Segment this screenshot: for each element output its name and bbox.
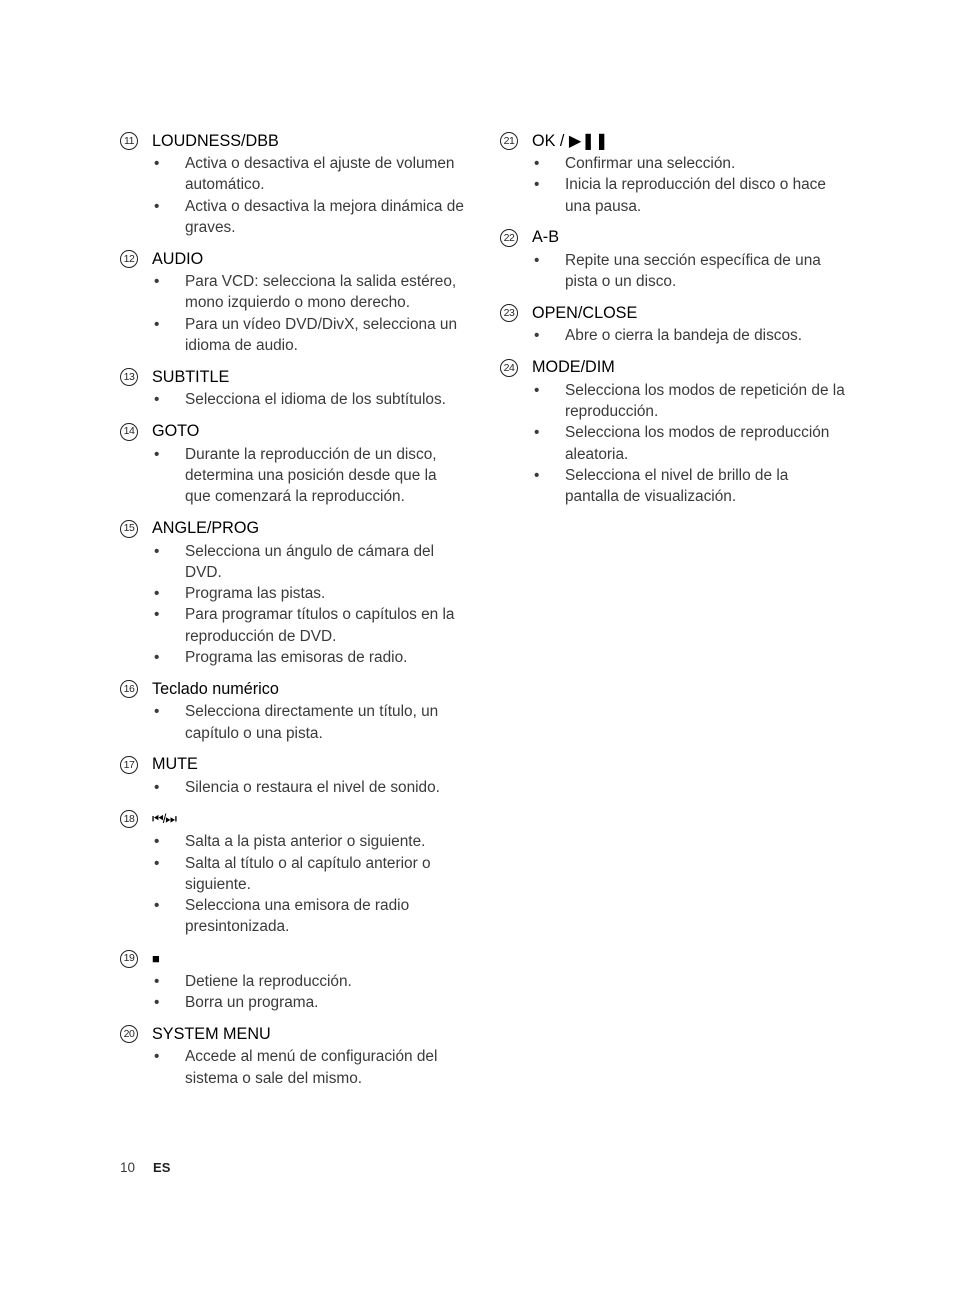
section-heading: [120, 420, 465, 444]
page-number: 10: [120, 1160, 136, 1175]
bullet-list: [500, 325, 845, 346]
section-heading: [120, 947, 465, 971]
callout-number: 14: [120, 423, 138, 441]
bullet-list: [500, 153, 845, 217]
section-heading: [120, 517, 465, 541]
bullet-list: [120, 541, 465, 669]
section-title: LOUDNESS/DBB: [152, 131, 279, 150]
bullet-item: • Activa o desactiva el ajuste de volumen automático.: [120, 153, 465, 196]
language-code: ES: [153, 1160, 171, 1175]
bullet-item: • Selecciona un ángulo de cámara del DVD.: [120, 541, 465, 584]
bullet-list: [120, 831, 465, 937]
bullet-list: [120, 389, 465, 410]
section-title: OPEN/CLOSE: [532, 303, 638, 322]
bullet-list: [120, 701, 465, 744]
bullet-list: [120, 971, 465, 1014]
bullet-list: [120, 153, 465, 238]
bullet-list: [120, 444, 465, 508]
bullet-item: • Abre o cierra la bandeja de discos.: [500, 325, 845, 346]
section-title: SUBTITLE: [152, 367, 230, 386]
section-20: [120, 1022, 465, 1089]
bullet-item: • Activa o desactiva la mejora dinámica de graves.: [120, 196, 465, 239]
bullet-item: • Programa las pistas.: [120, 583, 465, 604]
section-heading: [120, 129, 465, 153]
section-11: [120, 129, 465, 238]
callout-number: 22: [500, 229, 518, 247]
bullet-list: [500, 380, 845, 508]
section-title: MODE/DIM: [532, 358, 615, 377]
section-22: [500, 226, 845, 293]
section-title: OK / ▶❚❚: [532, 132, 609, 150]
section-24: [500, 356, 845, 508]
bullet-item: • Salta a la pista anterior o siguiente.: [120, 831, 465, 852]
bullet-item: • Selecciona directamente un título, un capítulo o una pista.: [120, 701, 465, 744]
bullet-list: [120, 271, 465, 356]
section-title: SYSTEM MENU: [152, 1024, 271, 1043]
section-21: [500, 129, 845, 217]
section-heading: [120, 753, 465, 777]
callout-number: 11: [120, 132, 138, 150]
section-title: Teclado numérico: [152, 679, 279, 698]
section-15: [120, 517, 465, 669]
bullet-item: • Accede al menú de configuración del sistema o sale del mismo.: [120, 1046, 465, 1089]
bullet-item: • Selecciona los modos de reproducción aleatoria.: [500, 422, 845, 465]
section-18: [120, 807, 465, 937]
section-heading: [120, 1022, 465, 1046]
callout-number: 16: [120, 680, 138, 698]
section-13: [120, 365, 465, 410]
section-title: A-B: [532, 228, 559, 247]
section-heading: [120, 677, 465, 701]
section-title: MUTE: [152, 755, 198, 774]
callout-number: 18: [120, 810, 138, 828]
section-14: [120, 420, 465, 508]
callout-number: 23: [500, 304, 518, 322]
bullet-item: • Para programar títulos o capítulos en la reproducción de DVD.: [120, 604, 465, 647]
callout-number: 24: [500, 359, 518, 377]
callout-number: 12: [120, 250, 138, 268]
callout-number: 21: [500, 132, 518, 150]
section-title: GOTO: [152, 422, 200, 441]
bullet-list: [500, 250, 845, 293]
section-heading: [500, 129, 845, 153]
page-footer: [120, 1160, 170, 1175]
bullet-item: • Selecciona el nivel de brillo de la pantalla de visualización.: [500, 465, 845, 508]
section-heading: [500, 356, 845, 380]
bullet-item: • Inicia la reproducción del disco o hace una pausa.: [500, 174, 845, 217]
left-column: [120, 129, 465, 1098]
callout-number: 20: [120, 1025, 138, 1043]
bullet-item: • Borra un programa.: [120, 992, 465, 1013]
section-title: ■: [152, 951, 159, 967]
callout-number: 15: [120, 520, 138, 538]
bullet-item: • Para VCD: selecciona la salida estéreo, mono izquierdo o mono derecho.: [120, 271, 465, 314]
section-heading: [500, 301, 845, 325]
callout-number: 13: [120, 368, 138, 386]
callout-number: 17: [120, 756, 138, 774]
bullet-item: • Selecciona el idioma de los subtítulos.: [120, 389, 465, 410]
bullet-item: • Para un vídeo DVD/DivX, selecciona un idioma de audio.: [120, 314, 465, 357]
section-heading: [500, 226, 845, 250]
bullet-list: [120, 1046, 465, 1089]
section-title: ANGLE/PROG: [152, 519, 260, 538]
bullet-item: • Detiene la reproducción.: [120, 971, 465, 992]
section-heading: [120, 247, 465, 271]
bullet-item: • Repite una sección específica de una pista o un disco.: [500, 250, 845, 293]
section-17: [120, 753, 465, 798]
section-16: [120, 677, 465, 744]
section-title: ⏮/⏭: [152, 811, 177, 827]
bullet-item: • Silencia o restaura el nivel de sonido.: [120, 777, 465, 798]
section-23: [500, 301, 845, 346]
right-column: [500, 129, 845, 517]
bullet-item: • Confirmar una selección.: [500, 153, 845, 174]
section-12: [120, 247, 465, 356]
bullet-list: [120, 777, 465, 798]
callout-number: 19: [120, 950, 138, 968]
bullet-item: • Programa las emisoras de radio.: [120, 647, 465, 668]
section-heading: [120, 365, 465, 389]
bullet-item: • Selecciona una emisora de radio presintonizada.: [120, 895, 465, 938]
section-title: AUDIO: [152, 249, 204, 268]
bullet-item: • Durante la reproducción de un disco, determina una posición desde que la que comenzará la reproducción.: [120, 444, 465, 508]
section-19: [120, 947, 465, 1014]
section-heading: [120, 807, 465, 831]
bullet-item: • Salta al título o al capítulo anterior o siguiente.: [120, 853, 465, 896]
bullet-item: • Selecciona los modos de repetición de la reproducción.: [500, 380, 845, 423]
